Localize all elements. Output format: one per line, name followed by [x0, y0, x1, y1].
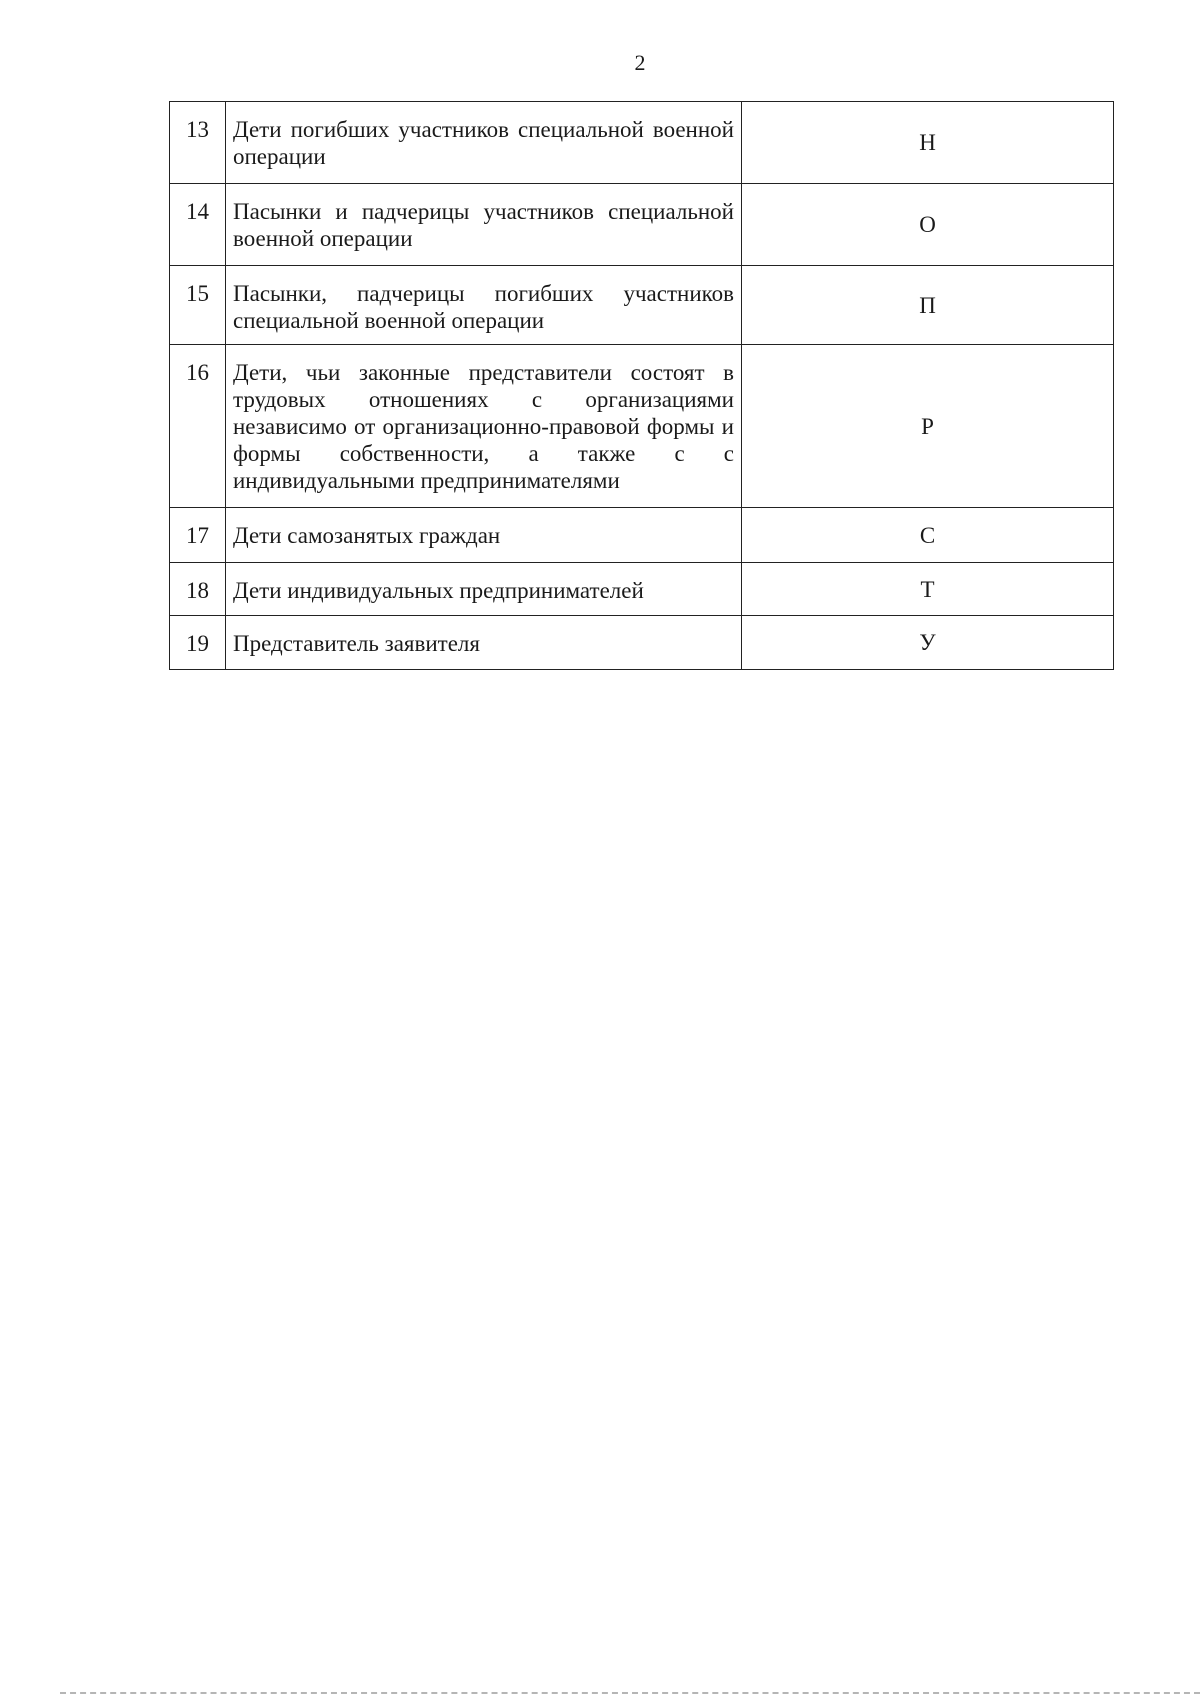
- category-code: О: [742, 184, 1114, 266]
- category-description: Пасынки, падчерицы погибших участников специальной военной операции: [226, 266, 742, 345]
- category-code: С: [742, 508, 1114, 563]
- category-code: Р: [742, 345, 1114, 508]
- table-row: [170, 508, 1114, 563]
- category-code: Т: [742, 563, 1114, 616]
- row-number: 14: [170, 184, 226, 266]
- category-description: Пасынки и падчерицы участников специальной военной операции: [226, 184, 742, 266]
- row-number: 13: [170, 102, 226, 184]
- category-code: У: [742, 616, 1114, 670]
- table-row: [170, 563, 1114, 616]
- table-row: [170, 102, 1114, 184]
- category-description: Дети самозанятых граждан: [226, 508, 742, 563]
- page-number: 2: [634, 50, 646, 75]
- row-number: 15: [170, 266, 226, 345]
- row-number: 18: [170, 563, 226, 616]
- category-code: Н: [742, 102, 1114, 184]
- category-code: П: [742, 266, 1114, 345]
- table-row: [170, 345, 1114, 508]
- category-description: Представитель заявителя: [226, 616, 742, 670]
- category-description: Дети индивидуальных предпринимателей: [226, 563, 742, 616]
- table-row: [170, 616, 1114, 670]
- category-description: Дети, чьи законные представители состоят в трудовых отношениях с организациями независимо от организационно-правовой формы и формы собственности, а также с с индивидуальными предпринимателями: [226, 345, 742, 508]
- page-bottom-edge: [60, 1692, 1200, 1694]
- row-number: 19: [170, 616, 226, 670]
- row-number: 17: [170, 508, 226, 563]
- row-number: 16: [170, 345, 226, 508]
- category-table: [169, 101, 1114, 670]
- table-row: [170, 266, 1114, 345]
- category-description: Дети погибших участников специальной военной операции: [226, 102, 742, 184]
- table-row: [170, 184, 1114, 266]
